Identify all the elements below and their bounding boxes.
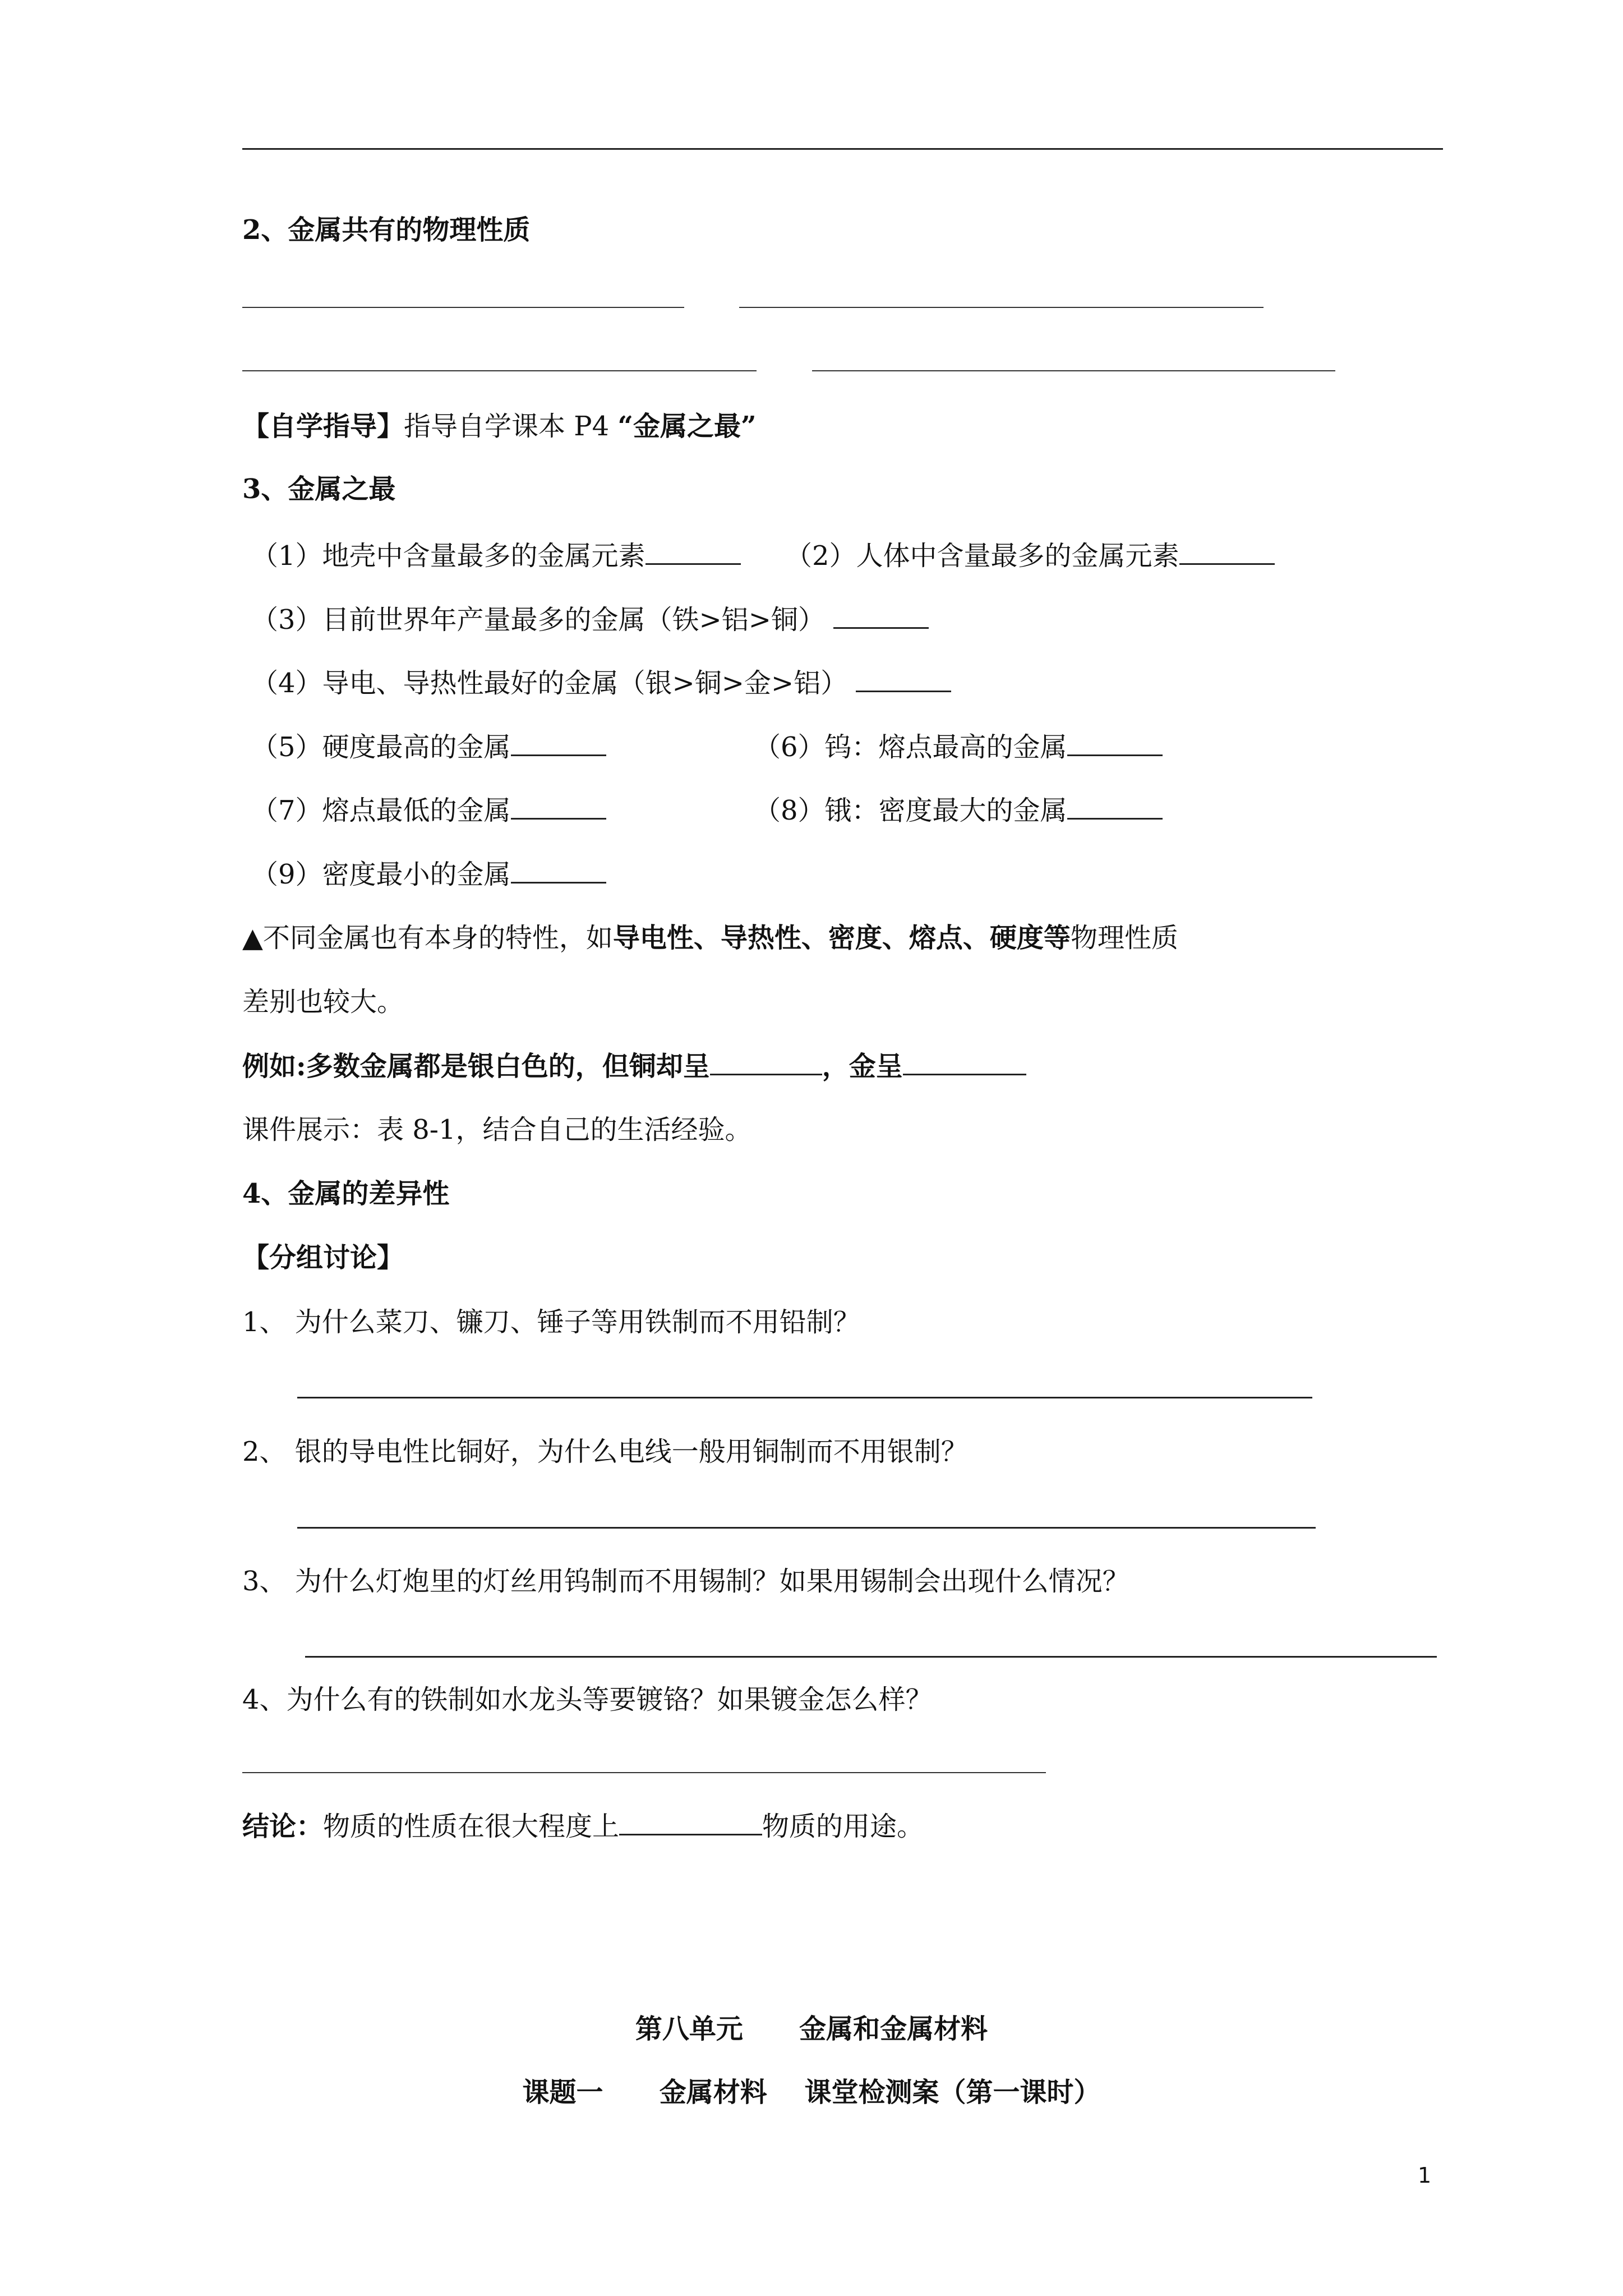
fill-blank <box>1067 793 1163 820</box>
answer-line <box>297 1527 1316 1529</box>
list-item: （7）熔点最低的金属 <box>251 793 606 827</box>
fill-blank <box>511 793 606 820</box>
guide-text: 指导自学课本 P4 <box>404 411 618 442</box>
answer-line <box>812 370 1335 371</box>
answer-line <box>305 1656 1437 1658</box>
fill-blank <box>1067 730 1163 756</box>
fill-blank <box>1179 539 1275 565</box>
list-item: （6）钨：熔点最高的金属 <box>754 730 1163 764</box>
answer-line <box>739 307 1264 308</box>
header-rule <box>242 148 1443 150</box>
note-line: ▲不同金属也有本身的特性，如导电性、导热性、密度、熔点、硬度等物理性质 <box>242 922 1178 954</box>
answer-line <box>242 307 684 308</box>
guide-quote: “金属之最” <box>617 411 757 442</box>
fill-blank <box>833 602 929 629</box>
unit-title: 第八单元 金属和金属材料 <box>635 2013 988 2045</box>
fill-blank <box>903 1049 1026 1075</box>
answer-line <box>297 1397 1312 1398</box>
fill-blank <box>619 1809 762 1835</box>
fill-blank <box>511 857 606 884</box>
list-item: （3）目前世界年产量最多的金属（铁>铝>铜） <box>251 602 929 637</box>
section-2-title: 2、金属共有的物理性质 <box>242 214 531 246</box>
example-line: 例如:多数金属都是银白色的，但铜却呈 ，金呈 <box>242 1049 1026 1083</box>
question-3: 3、 为什么灯炮里的灯丝用钨制而不用锡制？如果用锡制会出现什么情况？ <box>242 1566 1129 1597</box>
question-2: 2、 银的导电性比铜好，为什么电线一般用铜制而不用银制？ <box>242 1436 968 1467</box>
list-item: （2）人体中含量最多的金属元素 <box>785 539 1275 573</box>
fill-blank <box>856 666 951 692</box>
question-1: 1、 为什么菜刀、镰刀、锤子等用铁制而不用铅制？ <box>242 1306 860 1338</box>
self-study-guide <box>242 409 757 443</box>
section-3-title: 3、金属之最 <box>242 473 396 505</box>
list-item: （1）地壳中含量最多的金属元素 <box>251 539 741 573</box>
lesson-title: 课题一 金属材料 课堂检测案（第一课时） <box>522 2077 1101 2108</box>
guide-bracket: 【自学指导】 <box>242 411 404 442</box>
discussion-title: 【分组讨论】 <box>242 1242 404 1273</box>
fill-blank <box>710 1049 822 1075</box>
answer-line <box>242 1772 1046 1773</box>
fill-blank <box>511 730 606 756</box>
list-item: （5）硬度最高的金属 <box>251 730 606 764</box>
question-4: 4、为什么有的铁制如水龙头等要镀铬？如果镀金怎么样？ <box>242 1684 933 1715</box>
fill-blank <box>645 539 741 565</box>
page-number: 1 <box>1418 2163 1432 2188</box>
section-4-title: 4、金属的差异性 <box>242 1178 450 1209</box>
answer-line <box>242 370 757 371</box>
note-line-2: 差别也较大。 <box>242 986 404 1018</box>
conclusion-line: 结论：物质的性质在很大程度上 物质的用途。 <box>242 1809 924 1843</box>
list-item: （8）锇：密度最大的金属 <box>754 793 1163 827</box>
courseware-line: 课件展示：表 8-1，结合自己的生活经验。 <box>242 1114 752 1145</box>
list-item: （9）密度最小的金属 <box>251 857 606 891</box>
list-item: （4）导电、导热性最好的金属（银>铜>金>铝） <box>251 666 951 700</box>
